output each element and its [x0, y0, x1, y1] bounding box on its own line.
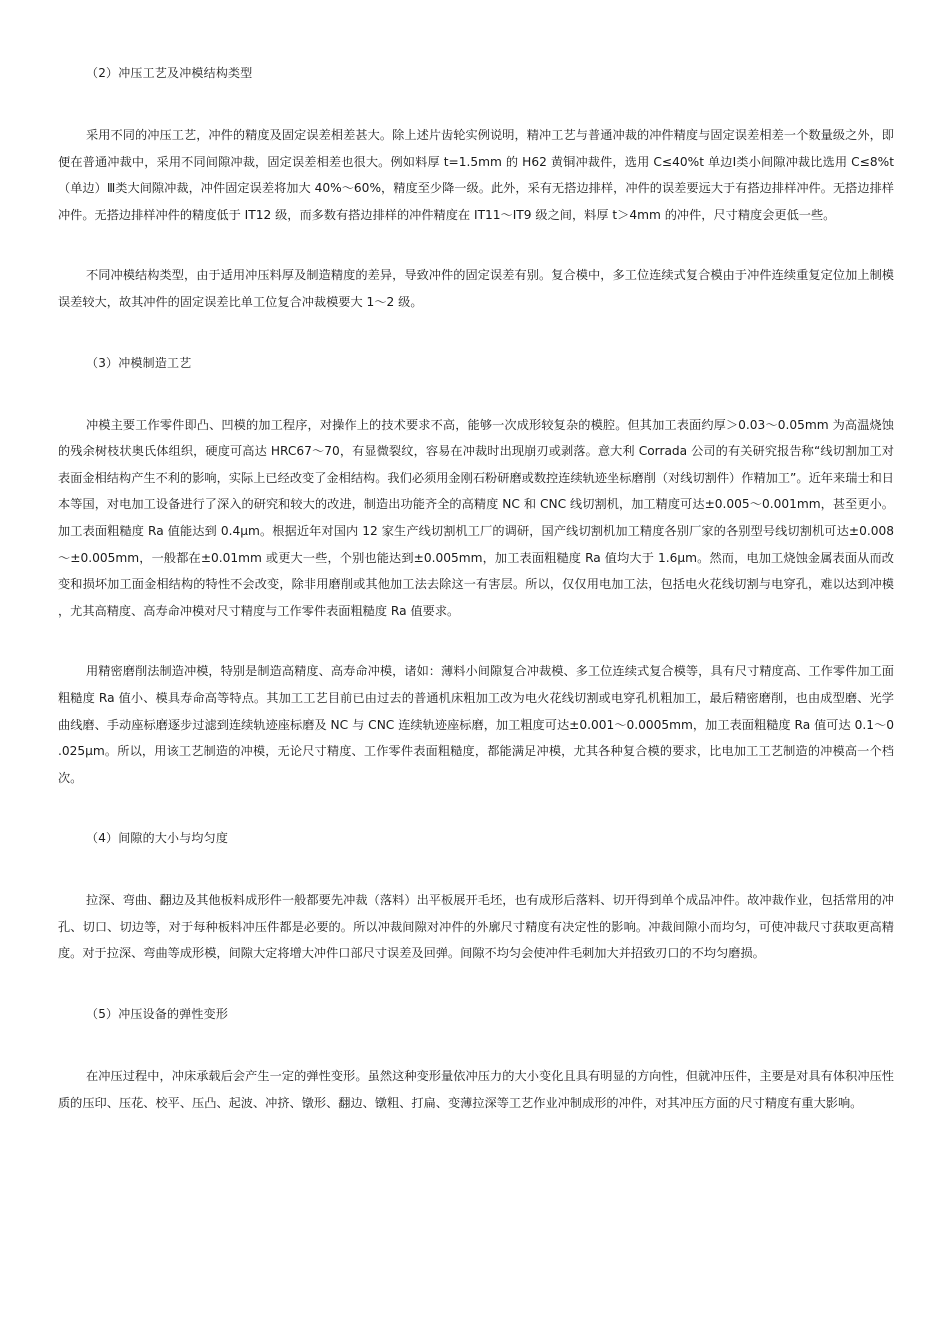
- paragraph: 用精密磨削法制造冲模，特别是制造高精度、高寿命冲模，诸如：薄料小间隙复合冲裁模、多工位连续式复合模等，具有尺寸精度高、工作零件加工面粗糙度 Ra 值小、模具寿命高等特点。其加工工艺目前已由过去的普通机床粗加工改为电火花线切割或电穿孔机粗加工，最后精密磨削，也由成型磨、光学曲线磨、手动座标磨逐步过滤到连续轨迹座标磨及 NC 与 CNC 连续轨迹座标磨，加工粗度可达±0.001～0.0005mm，加工表面粗糙度 Ra 值可达 0.1～0.025μm。所以，用该工艺制造的冲模，无论尺寸精度、工作零件表面粗糙度，都能满足冲模，尤其各种复合模的要求，比电加工工艺制造的冲模高一个档次。: [58, 664, 894, 785]
- section-heading-3: （3）冲模制造工艺: [86, 355, 192, 370]
- section-heading-5: （5）冲压设备的弹性变形: [86, 1007, 229, 1022]
- section-heading-2: （2）冲压工艺及冲模结构类型: [86, 66, 253, 80]
- paragraph: 采用不同的冲压工艺，冲件的精度及固定误差相差甚大。除上述片齿轮实例说明，精冲工艺与普通冲裁的冲件精度与固定误差相差一个数量级之外，即便在普通冲裁中，采用不同间隙冲裁，固定误差相差也很大。例如料厚 t=1.5mm 的 H62 黄铜冲裁件，选用 C≤40%t 单边Ⅰ类小间隙冲裁比选用 C≤8%t（单边）Ⅲ类大间隙冲裁，冲件固定误差将加大 40%～60%，精度至少降一级。此外，采有无搭边排样，冲件的误差要远大于有搭边排样冲件。无搭边排样冲件。无搭边排样冲件的精度低于 IT12 级，而多数有搭边排样的冲件精度在 IT11～IT9 级之间，料厚 t＞4mm 的冲件，尺寸精度会更低一些。: [58, 128, 894, 222]
- paragraph: 在冲压过程中，冲床承载后会产生一定的弹性变形。虽然这种变形量依冲压力的大小变化且具有明显的方向性，但就冲压件，主要是对具有体积冲压性质的压印、压花、校平、压凸、起波、冲挤、镦形、翻边、镦粗、打扁、变薄拉深等工艺作业冲制成形的冲件，对其冲压方面的尺寸精度有重大影响。: [58, 1069, 894, 1110]
- section-heading-4: （4）间隙的大小与均匀度: [86, 831, 229, 846]
- paragraph: 冲模主要工作零件即凸、凹模的加工程序，对操作上的技术要求不高，能够一次成形较复杂的模腔。但其加工表面约厚＞0.03～0.05mm 为高温烧蚀的残余树枝状奥氏体组织，硬度可高达 HRC67～70，有显微裂纹，容易在冲裁时出现崩刃或剥落。意大利 Corrada 公司的有关研究报告称“线切割加工对表面金相结构产生不利的影响，实际上已经改变了金相结构。我们必须用金刚石粉研磨或数控连续轨迹坐标磨削（对线切割件）作精加工”。近年来瑞士和日本等国，对电加工设备进行了深入的研究和较大的改进，制造出功能齐全的高精度 NC 和 CNC 线切割机，加工精度可达±0.005～0.001mm，甚至更小。加工表面粗糙度 Ra 值能达到 0.4μm。根据近年对国内 12 家生产线切割机工厂的调研，国产线切割机加工精度各别厂家的各别型号线切割机可达±0.008～±0.005mm，一般都在±0.01mm 或更大一些，个别也能达到±0.005mm，加工表面粗糙度 Ra 值均大于 1.6μm。然而，电加工烧蚀金属表面从而改变和损坏加工面金相结构的特性不会改变，除非用磨削或其他加工法去除这一有害层。所以，仅仅用电加工法，包括电火花线切割与电穿孔，难以达到冲模，尤其高精度、高寿命冲模对尺寸精度与工作零件表面粗糙度 Ra 值要求。: [58, 417, 894, 618]
- paragraph: 不同冲模结构类型，由于适用冲压料厚及制造精度的差异，导致冲件的固定误差有别。复合模中，多工位连续式复合模由于冲件连续重复定位加上制模误差较大，故其冲件的固定误差比单工位复合冲裁模要大 1～2 级。: [58, 268, 894, 309]
- document-page: [58, 60, 894, 1116]
- paragraph: 拉深、弯曲、翻边及其他板料成形件一般都要先冲裁（落料）出平板展开毛坯，也有成形后落料、切开得到单个成品冲件。故冲裁作业，包括常用的冲孔、切口、切边等，对于每种板料冲压件都是必要的。所以冲裁间隙对冲件的外廓尺寸精度有决定性的影响。冲裁间隙小而均匀，可使冲裁尺寸获取更高精度。对于拉深、弯曲等成形模，间隙大定将增大冲件口部尺寸误差及回弹。间隙不均匀会使冲件毛刺加大并招致刃口的不均匀磨损。: [58, 893, 894, 961]
